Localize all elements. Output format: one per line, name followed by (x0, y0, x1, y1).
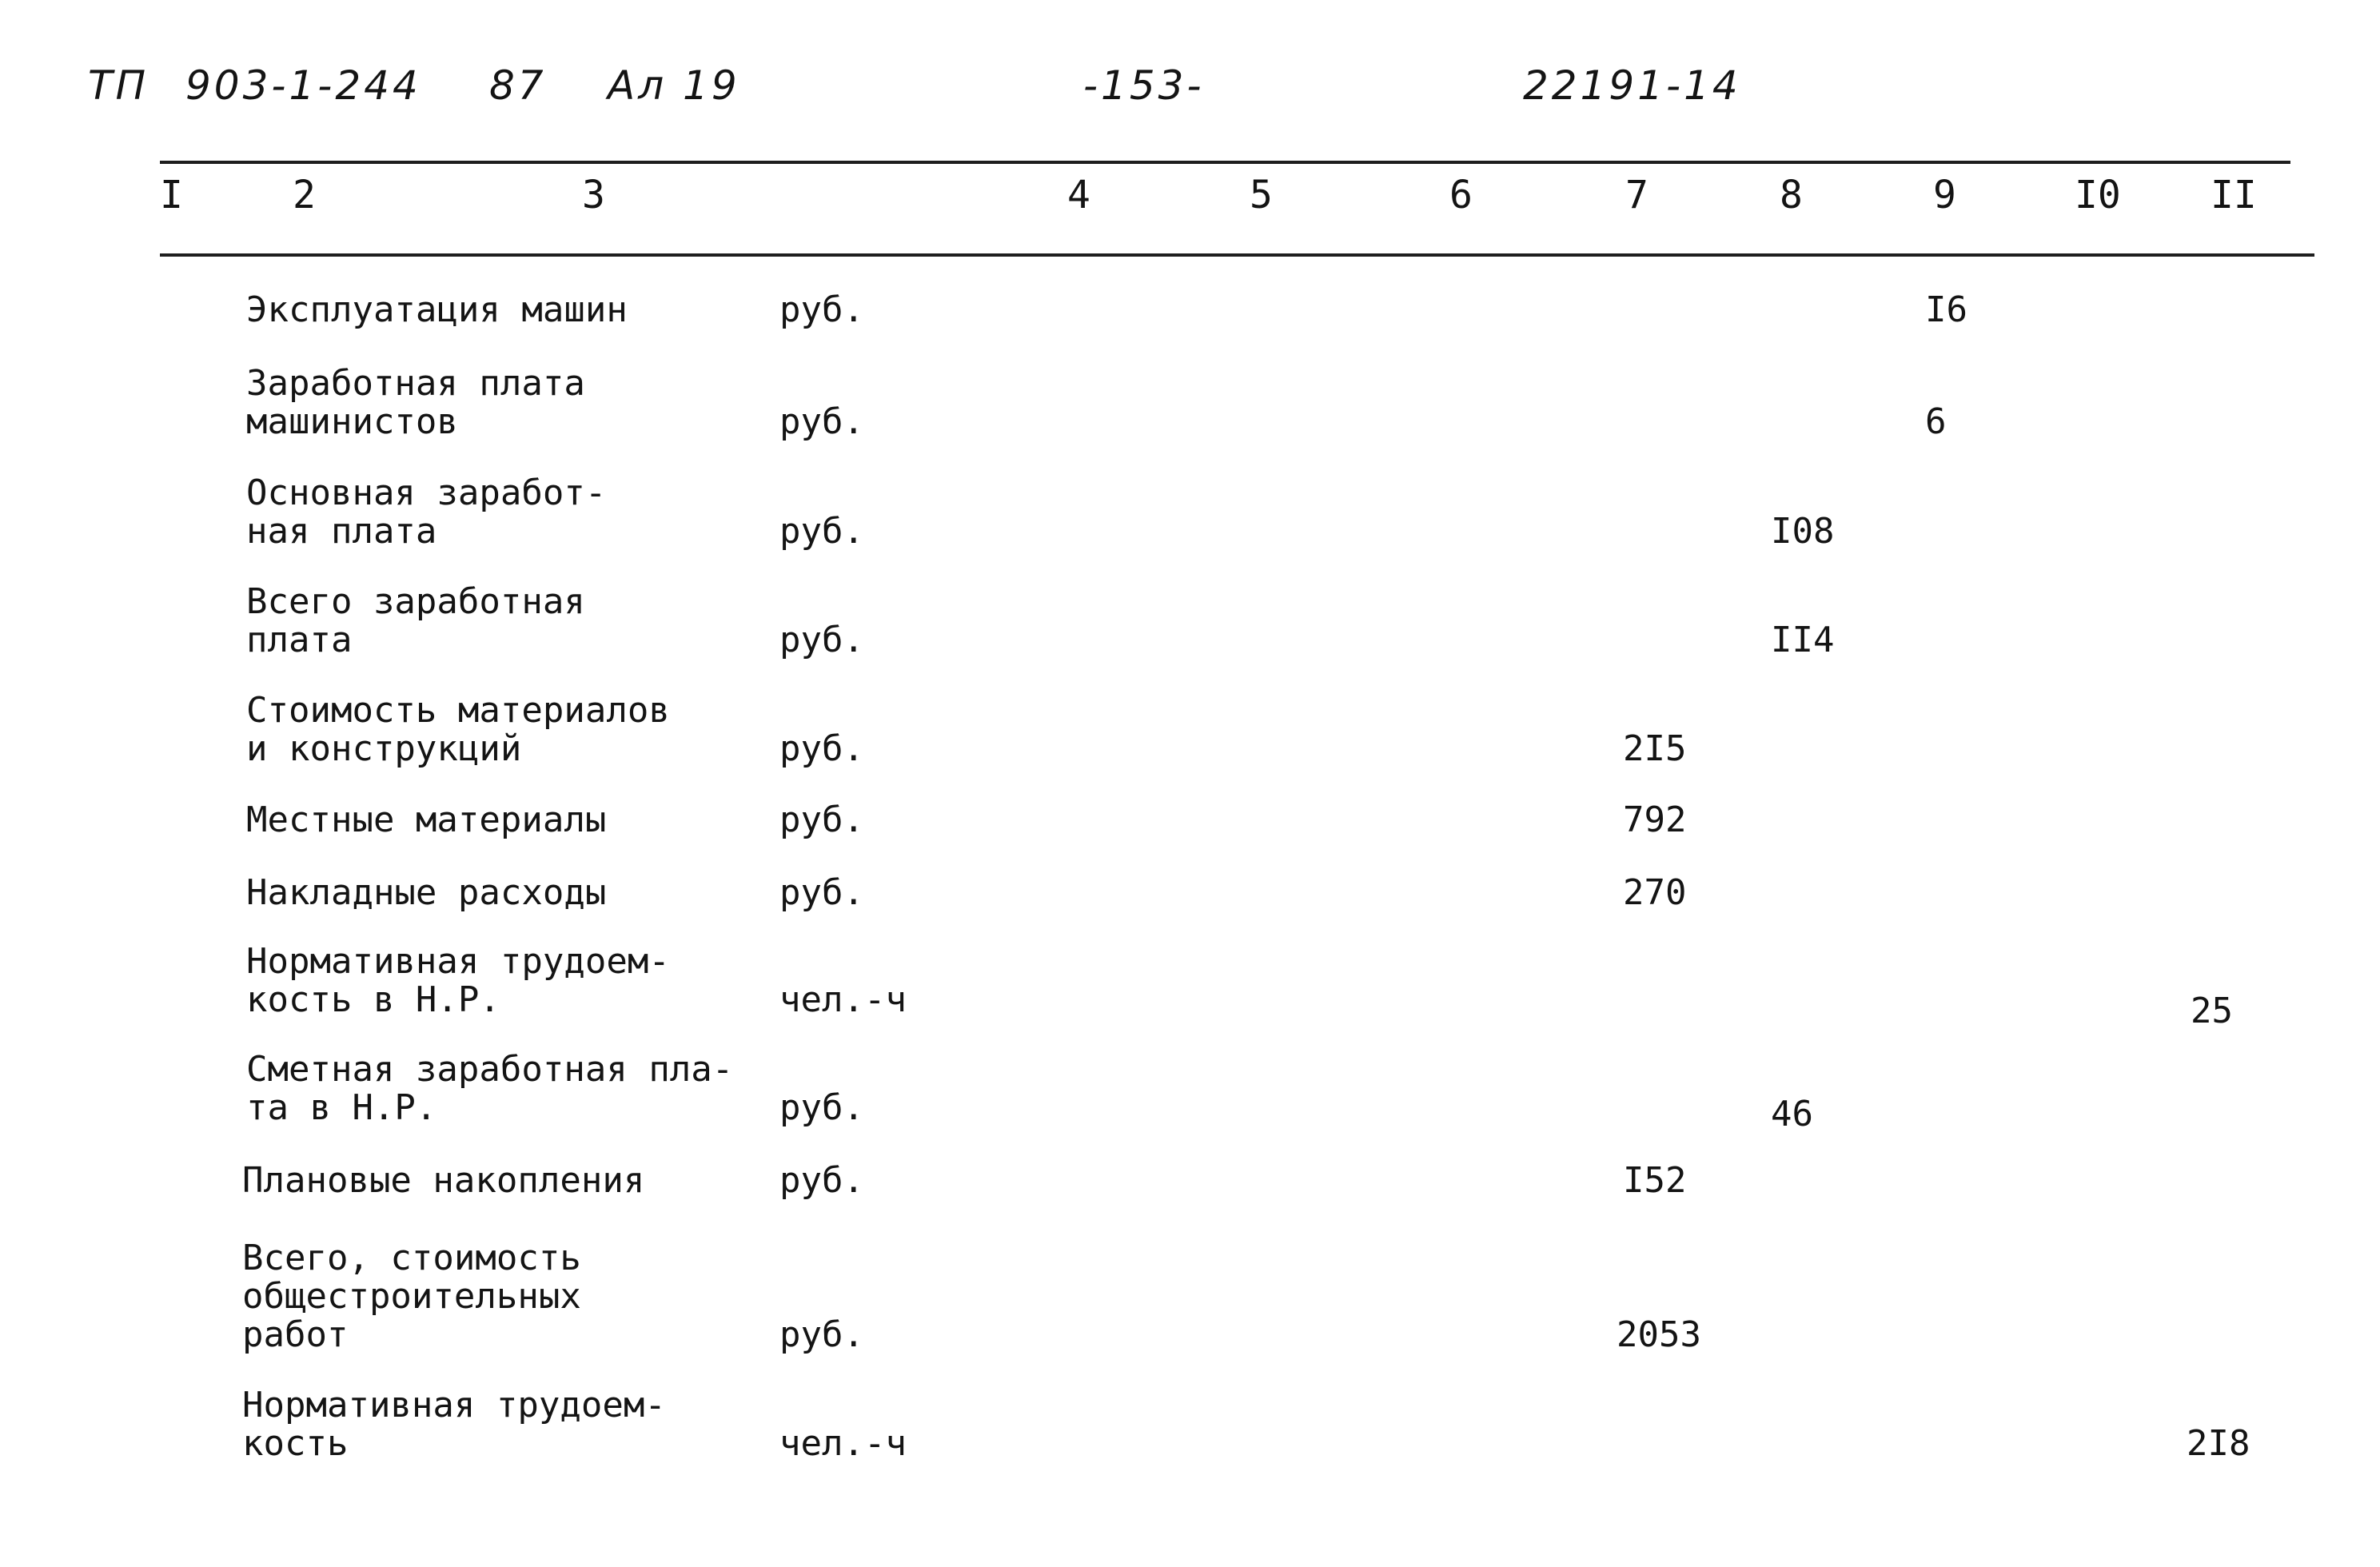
table-top-rule (160, 161, 2290, 164)
document-year: 87 (489, 62, 547, 109)
row-unit: руб. (779, 511, 864, 552)
document-series: ТП (88, 62, 149, 109)
column-number-4: 4 (1067, 173, 1090, 217)
inventory-number: 22191-14 (1523, 62, 1741, 109)
column-number-1: I (160, 173, 183, 217)
row-value-col7: 2053 (1617, 1314, 1701, 1355)
row-value-col8: II4 (1771, 620, 1835, 660)
row-name: Основная заработ- ная плата (246, 472, 607, 552)
table-row (0, 472, 2380, 552)
column-number-8: 8 (1780, 173, 1803, 217)
row-unit: руб. (779, 401, 864, 442)
column-number-7: 7 (1625, 173, 1648, 217)
table-row (0, 289, 2380, 330)
table-row (0, 690, 2380, 769)
table-row (0, 1160, 2380, 1201)
row-value-col7: 270 (1623, 872, 1687, 913)
row-value-col7: 792 (1623, 799, 1687, 840)
table-row (0, 1238, 2380, 1355)
row-value-col11: 25 (2191, 991, 2233, 1031)
row-unit: чел.-ч (779, 979, 907, 1020)
table-row (0, 1385, 2380, 1464)
row-value-col8: I08 (1771, 511, 1835, 552)
table-row (0, 581, 2380, 660)
row-value-col9: I6 (1925, 289, 1967, 330)
row-value-col11: 2I8 (2187, 1423, 2250, 1464)
album-number: Ал 19 (608, 62, 740, 109)
column-number-9: 9 (1933, 173, 1956, 217)
table-row (0, 1049, 2380, 1134)
row-unit: руб. (779, 1087, 864, 1128)
row-name: Сметная заработная пла- та в Н.Р. (246, 1049, 734, 1128)
row-unit: руб. (779, 620, 864, 660)
row-name: Плановые накопления (242, 1160, 645, 1201)
column-number-10: I0 (2075, 173, 2121, 217)
table-row (0, 363, 2380, 442)
table-header-bottom-rule (160, 253, 2314, 257)
row-name: Всего, стоимость общестроительных работ (242, 1238, 581, 1355)
row-name: Заработная плата машинистов (246, 363, 585, 442)
row-value-col9: 6 (1925, 401, 1947, 442)
column-number-5: 5 (1250, 173, 1273, 217)
column-number-2: 2 (293, 173, 316, 217)
row-value-col7: 2I5 (1623, 728, 1687, 769)
table-row (0, 941, 2380, 1031)
table-row (0, 799, 2380, 840)
column-number-3: 3 (582, 173, 605, 217)
row-name: Местные материалы (246, 799, 607, 840)
column-number-11: II (2211, 173, 2257, 217)
row-unit: руб. (779, 799, 864, 840)
row-unit: руб. (779, 1160, 864, 1201)
row-name: Всего заработная плата (246, 581, 585, 660)
row-unit: руб. (779, 1314, 864, 1355)
row-unit: руб. (779, 872, 864, 913)
row-name: Нормативная трудоем- кость (242, 1385, 666, 1464)
row-unit: руб. (779, 289, 864, 330)
document-number: 903-1-244 (185, 62, 421, 109)
row-name: Стоимость материалов и конструкций (246, 690, 670, 769)
page-number: -153- (1083, 62, 1205, 109)
row-unit: руб. (779, 728, 864, 769)
row-value-col7: I52 (1623, 1160, 1687, 1201)
row-name: Эксплуатация машин (246, 289, 628, 330)
column-number-6: 6 (1449, 173, 1473, 217)
row-name: Нормативная трудоем- кость в Н.Р. (246, 941, 670, 1020)
row-value-col8: 46 (1771, 1094, 1813, 1134)
row-unit: чел.-ч (779, 1423, 907, 1464)
row-name: Накладные расходы (246, 872, 607, 913)
table-row (0, 872, 2380, 913)
